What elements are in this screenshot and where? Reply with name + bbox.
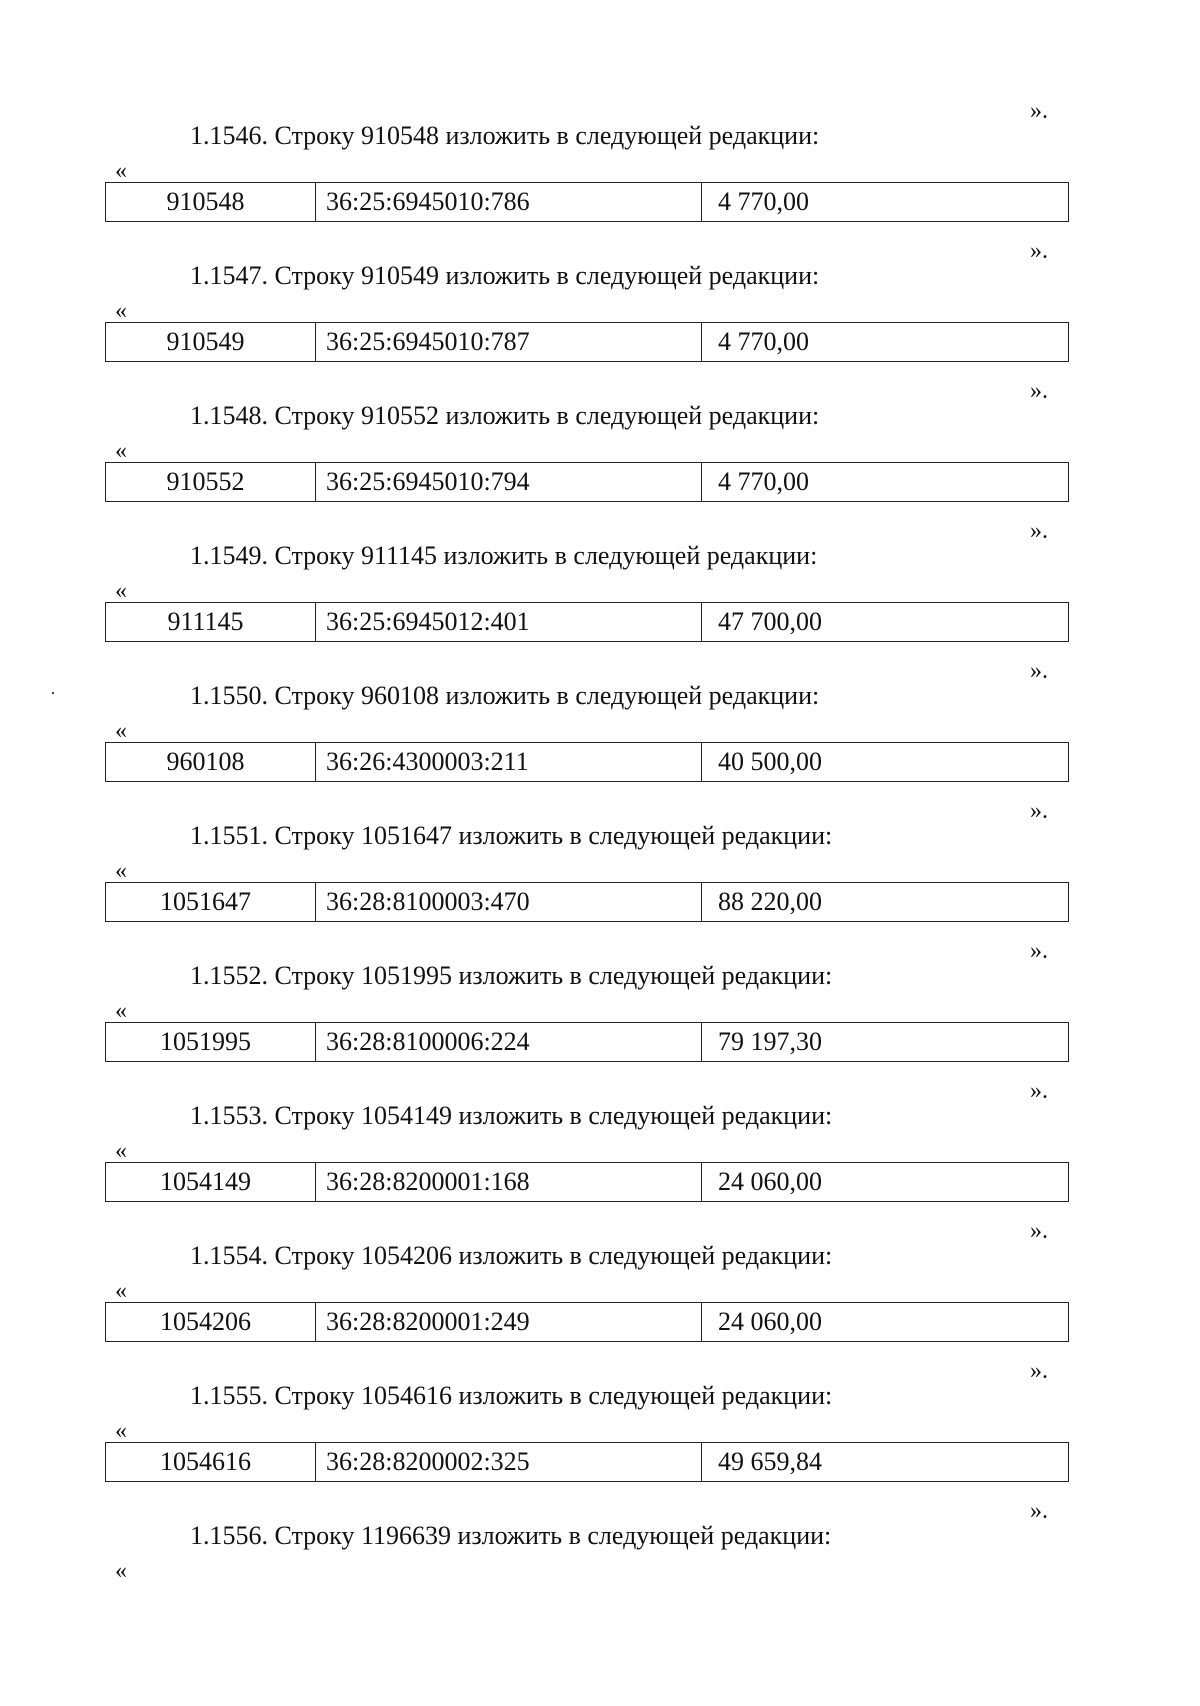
amendment-block [0,376,1200,516]
value-cell: 40 500,00 [718,747,822,776]
row-number-cell: 910549 [106,323,316,361]
table-row [105,742,1069,782]
value-cell: 47 700,00 [718,607,822,636]
opening-quote: « [115,298,127,324]
amendment-block [0,96,1200,236]
value-cell: 79 197,30 [718,1027,822,1056]
value-cell: 4 770,00 [718,187,809,216]
row-number-cell: 910548 [106,183,316,221]
closing-quote: ». [1030,238,1048,264]
cadastral-number-cell: 36:28:8200001:168 [316,1163,702,1201]
row-number-cell: 1054616 [106,1443,316,1481]
value-cell: 24 060,00 [718,1307,822,1336]
value-cell: 4 770,00 [718,467,809,496]
value-cell: 24 060,00 [718,1167,822,1196]
cadastral-number-cell: 36:26:4300003:211 [316,743,702,781]
amendment-heading: 1.1546. Строку 910548 изложить в следующей редакции: [190,121,820,150]
closing-quote: ». [1030,1218,1048,1244]
row-number-cell: 1051647 [106,883,316,921]
closing-quote: ». [1030,98,1048,124]
row-number-cell: 911145 [106,603,316,641]
opening-quote: « [115,158,127,184]
cadastral-number-cell: 36:28:8200001:249 [316,1303,702,1341]
opening-quote: « [115,1138,127,1164]
amendment-block [0,656,1200,796]
amendment-block [0,1356,1200,1496]
closing-quote: ». [1030,378,1048,404]
value-cell: 49 659,84 [718,1447,822,1476]
row-number-cell: 1051995 [106,1023,316,1061]
amendment-block-final [0,1496,1200,1616]
opening-quote: « [115,438,127,464]
closing-quote: ». [1030,1498,1048,1524]
table-row [105,1442,1069,1482]
table-row [105,1162,1069,1202]
amendment-block [0,1216,1200,1356]
amendment-heading: 1.1554. Строку 1054206 изложить в следующей редакции: [190,1241,833,1270]
row-number-cell: 1054149 [106,1163,316,1201]
closing-quote: ». [1030,938,1048,964]
cadastral-number-cell: 36:28:8100006:224 [316,1023,702,1061]
amendment-heading: 1.1552. Строку 1051995 изложить в следующей редакции: [190,961,833,990]
amendment-heading: 1.1549. Строку 911145 изложить в следующей редакции: [190,541,818,570]
opening-quote: « [115,1278,127,1304]
closing-quote: ». [1030,798,1048,824]
row-number-cell: 1054206 [106,1303,316,1341]
amendment-heading: 1.1555. Строку 1054616 изложить в следующей редакции: [190,1381,833,1410]
value-cell: 4 770,00 [718,327,809,356]
cadastral-number-cell: 36:25:6945012:401 [316,603,702,641]
opening-quote: « [115,1418,127,1444]
amendment-heading: 1.1556. Строку 1196639 изложить в следующей редакции: [190,1521,832,1550]
amendment-heading: 1.1547. Строку 910549 изложить в следующей редакции: [190,261,820,290]
opening-quote: « [115,718,127,744]
closing-quote: ». [1030,658,1048,684]
opening-quote: « [115,858,127,884]
cadastral-number-cell: 36:28:8100003:470 [316,883,702,921]
cadastral-number-cell: 36:25:6945010:786 [316,183,702,221]
value-cell: 88 220,00 [718,887,822,916]
row-number-cell: 910552 [106,463,316,501]
row-number-cell: 960108 [106,743,316,781]
table-row [105,322,1069,362]
table-row [105,602,1069,642]
table-row [105,182,1069,222]
amendment-block [0,936,1200,1076]
closing-quote: ». [1030,518,1048,544]
amendment-heading: 1.1550. Строку 960108 изложить в следующей редакции: [190,681,820,710]
amendment-block [0,236,1200,376]
closing-quote: ». [1030,1078,1048,1104]
table-row [105,462,1069,502]
table-row [105,882,1069,922]
amendment-heading: 1.1553. Строку 1054149 изложить в следующей редакции: [190,1101,833,1130]
amendment-heading: 1.1548. Строку 910552 изложить в следующей редакции: [190,401,820,430]
cadastral-number-cell: 36:25:6945010:794 [316,463,702,501]
cadastral-number-cell: 36:25:6945010:787 [316,323,702,361]
opening-quote: « [115,578,127,604]
amendment-block [0,516,1200,656]
cadastral-number-cell: 36:28:8200002:325 [316,1443,702,1481]
opening-quote: « [115,998,127,1024]
closing-quote: ». [1030,1358,1048,1384]
amendment-heading: 1.1551. Строку 1051647 изложить в следующей редакции: [190,821,833,850]
amendment-block [0,1076,1200,1216]
table-row [105,1022,1069,1062]
amendment-block [0,796,1200,936]
table-row [105,1302,1069,1342]
opening-quote: « [115,1558,127,1584]
